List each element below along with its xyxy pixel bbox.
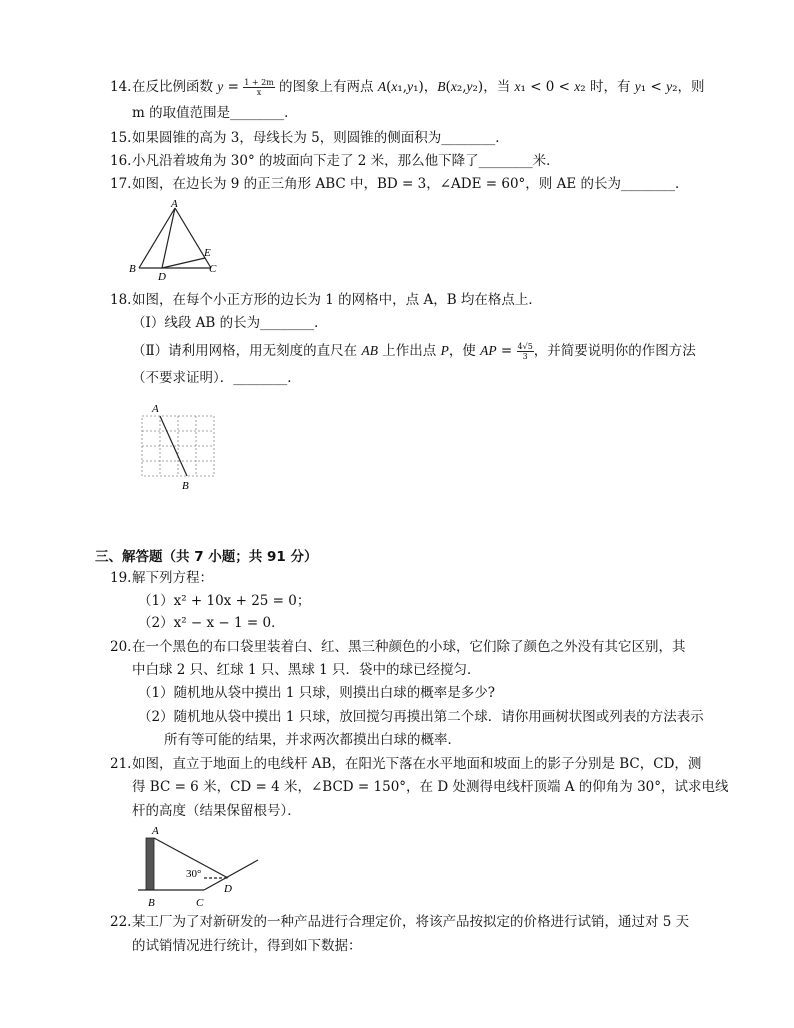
question-18-part1: （Ⅰ）线段 AB 的长为________． (132, 315, 328, 331)
pole (146, 838, 154, 890)
question-number: 22. (110, 914, 132, 930)
label-B: B (129, 263, 136, 275)
question-number: 14. (110, 79, 132, 95)
question-number: 21. (110, 756, 132, 772)
question-19-part2: （2）x² − x − 1 = 0． (138, 615, 285, 631)
question-20 (110, 637, 710, 657)
section-heading: 三、解答题（共 7 小题；共 91 分） (95, 549, 318, 565)
question-21 (110, 754, 710, 774)
question-text: 在反比例函数 y = $\frac{1 + 2m}{x}$ 的图象上有两点 A(x₁,y₁)，B(x₂,y₂)，当 x₁ < 0 < x₂ 时，有 y₁ < y₂，则 (132, 78, 705, 97)
question-text: 如图，在边长为 9 的正三角形 ABC 中，BD = 3，∠ADE = 60°，则 AE 的长为________． (132, 176, 689, 192)
question-20-line2: 中白球 2 只、红球 1 只、黑球 1 只．袋中的球已经搅匀． (132, 662, 481, 678)
label-A: A (171, 198, 178, 210)
question-18 (110, 290, 710, 310)
label-B: B (148, 897, 155, 909)
label-B: B (182, 480, 189, 492)
angle-label: 30° (186, 868, 202, 880)
question-19-part1: （1）x² + 10x + 25 = 0； (138, 593, 311, 609)
question-text: 如图，直立于地面上的电线杆 AB，在阳光下落在水平地面和坡面上的影子分别是 BC，CD，测 (132, 756, 702, 772)
question-16 (110, 151, 710, 171)
question-text: 如图，在每个小正方形的边长为 1 的网格中，点 A，B 均在格点上． (132, 292, 542, 308)
fraction: $\frac{1 + 2m}{x}$ (244, 78, 274, 97)
question-22 (110, 912, 710, 932)
label-D: D (158, 271, 166, 282)
question-number: 16. (110, 153, 132, 169)
question-14-line2: m 的取值范围是________． (132, 105, 298, 121)
question-14 (110, 77, 710, 97)
question-21-line3: 杆的高度（结果保留根号）． (132, 803, 301, 819)
question-text: 小凡沿着坡角为 30° 的坡面向下走了 2 米，那么他下降了________米． (132, 153, 560, 169)
question-20-part2-cont: 所有等可能的结果，并求两次都摸出白球的概率． (164, 732, 461, 748)
question-number: 15. (110, 130, 132, 146)
question-text: 如果圆锥的高为 3，母线长为 5，则圆锥的侧面积为________． (132, 130, 509, 146)
label-C: C (209, 263, 217, 275)
question-19 (110, 568, 710, 588)
figure-17-triangle (125, 198, 225, 282)
figure-18-grid (134, 400, 224, 494)
question-number: 18. (110, 292, 132, 308)
label-A: A (152, 403, 159, 415)
question-18-part3: （不要求证明）．________． (132, 370, 301, 386)
fraction: $\frac{4√5}{3}$ (517, 342, 533, 361)
question-18-part2: （Ⅱ）请利用网格，用无刻度的直尺在 AB 上作出点 P，使 AP = $\frac{4√5}{3}$ ，并简要说明你的作图方法 (132, 342, 696, 361)
question-text: 在一个黑色的布口袋里装着白、红、黑三种颜色的小球，它们除了颜色之外没有其它区别，其 (132, 639, 686, 655)
label-C: C (196, 897, 204, 909)
question-15 (110, 128, 710, 148)
question-number: 17. (110, 176, 132, 192)
question-20-part2: （2）随机地从袋中摸出 1 只球，放回搅匀再摸出第二个球．请你用画树状图或列表的方法表示 (138, 709, 704, 725)
question-text: 某工厂为了对新研发的一种产品进行合理定价，将该产品按拟定的价格进行试销，通过对 5 天 (132, 914, 690, 930)
question-number: 20. (110, 639, 132, 655)
question-22-line2: 的试销情况进行统计，得到如下数据： (132, 938, 362, 954)
question-number: 19. (110, 570, 132, 586)
figure-21-pole (130, 822, 270, 910)
label-D: D (224, 883, 232, 895)
question-17 (110, 174, 710, 194)
label-A: A (152, 825, 159, 837)
question-20-part1: （1）随机地从袋中摸出 1 只球，则摸出白球的概率是多少? (138, 685, 495, 701)
label-E: E (204, 247, 211, 259)
question-21-line2: 得 BC = 6 米，CD = 4 米，∠BCD = 150°，在 D 处测得电线杆顶端 A 的仰角为 30°，试求电线 (132, 779, 729, 795)
question-text: 解下列方程： (132, 570, 213, 586)
